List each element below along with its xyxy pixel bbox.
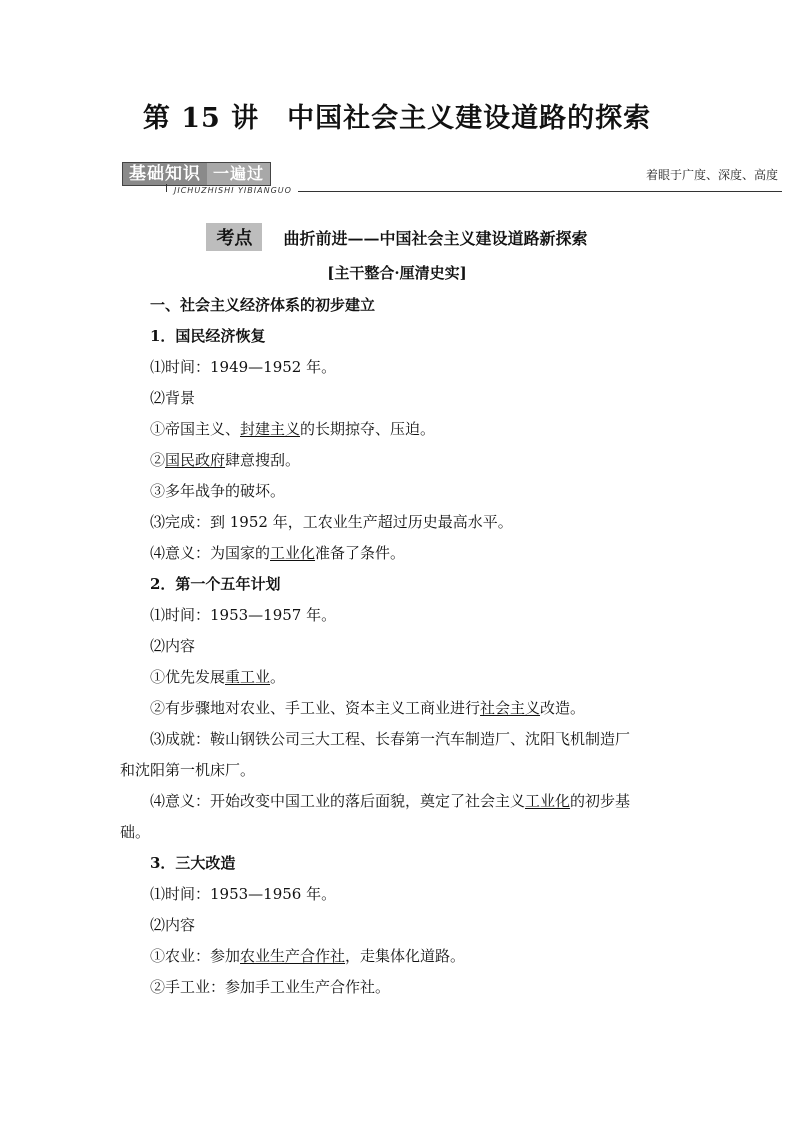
text-span: ①农业：参加 [150,947,241,965]
item-heading: 1．国民经济恢复 [150,327,266,345]
text-line: ③多年战争的破坏。 [150,482,286,500]
text-span: ⑷意义：开始改变中国工业的落后面貌，奠定了社会主义 [150,792,526,810]
text-line: 础。 [120,823,151,841]
text-span: 。 [270,668,286,686]
kaodian-badge: 考点 [206,223,262,251]
banner-main: 基础知识 [129,164,201,184]
text-line: ②手工业：参加手工业生产合作社。 [150,978,391,996]
key-term: 农业生产合作社 [240,947,346,965]
banner-divider-left [166,184,167,192]
banner-divider [298,191,782,192]
text-line: ⑵内容 [150,916,196,934]
key-term: 封建主义 [240,420,301,438]
page-title: 第 15 讲 中国社会主义建设道路的探索 [142,103,652,134]
text-line [150,698,585,718]
text-line [150,791,630,811]
text-span: 肆意搜刮。 [225,451,301,469]
item-heading: 2．第一个五年计划 [150,575,281,593]
text-span: ①帝国主义、 [150,420,241,438]
text-span: ⑷意义：为国家的 [150,544,271,562]
text-line: ⑵内容 [150,637,196,655]
section-subheading: [主干整合·厘清史实] [327,264,467,282]
banner-pinyin: JICHUZHISHI YIBIANGUO [174,186,292,195]
text-span: ②有步骤地对农业、手工业、资本主义工商业进行 [150,699,481,717]
text-span: ，走集体化道路。 [345,947,466,965]
key-term: 工业化 [525,792,571,810]
text-span: 改造。 [540,699,586,717]
text-line [150,667,285,687]
text-line [150,450,300,470]
text-line [150,946,465,966]
text-span: ①优先发展 [150,668,226,686]
text-line: 和沈阳第一机床厂。 [120,761,256,779]
text-line: ⑶成就：鞍山钢铁公司三大工程、长春第一汽车制造厂、沈阳飞机制造厂 [150,730,631,748]
item-heading: 3．三大改造 [150,854,236,872]
key-term: 国民政府 [165,451,226,469]
text-span: 的初步基 [570,792,631,810]
text-line: ⑴时间：1953—1956 年。 [150,885,337,903]
key-term: 社会主义 [480,699,541,717]
section-banner [122,160,782,196]
text-line [150,419,435,439]
text-span: 的长期掠夺、压迫。 [300,420,436,438]
key-term: 工业化 [270,544,316,562]
text-line [150,543,405,563]
banner-label [122,162,271,186]
banner-right-text: 着眼于广度、深度、高度 [645,168,778,182]
banner-tag: 一遍过 [207,163,270,185]
text-line: ⑴时间：1949—1952 年。 [150,358,337,376]
text-line: ⑴时间：1953—1957 年。 [150,606,337,624]
section-heading: 一、社会主义经济体系的初步建立 [150,296,376,314]
kaodian-header [0,223,794,251]
key-term: 重工业 [225,668,271,686]
kaodian-title: 曲折前进——中国社会主义建设道路新探索 [283,229,588,248]
text-line: ⑶完成：到 1952 年，工农业生产超过历史最高水平。 [150,513,513,531]
text-span: ② [150,451,166,469]
text-span: 准备了条件。 [315,544,406,562]
text-line: ⑵背景 [150,389,196,407]
